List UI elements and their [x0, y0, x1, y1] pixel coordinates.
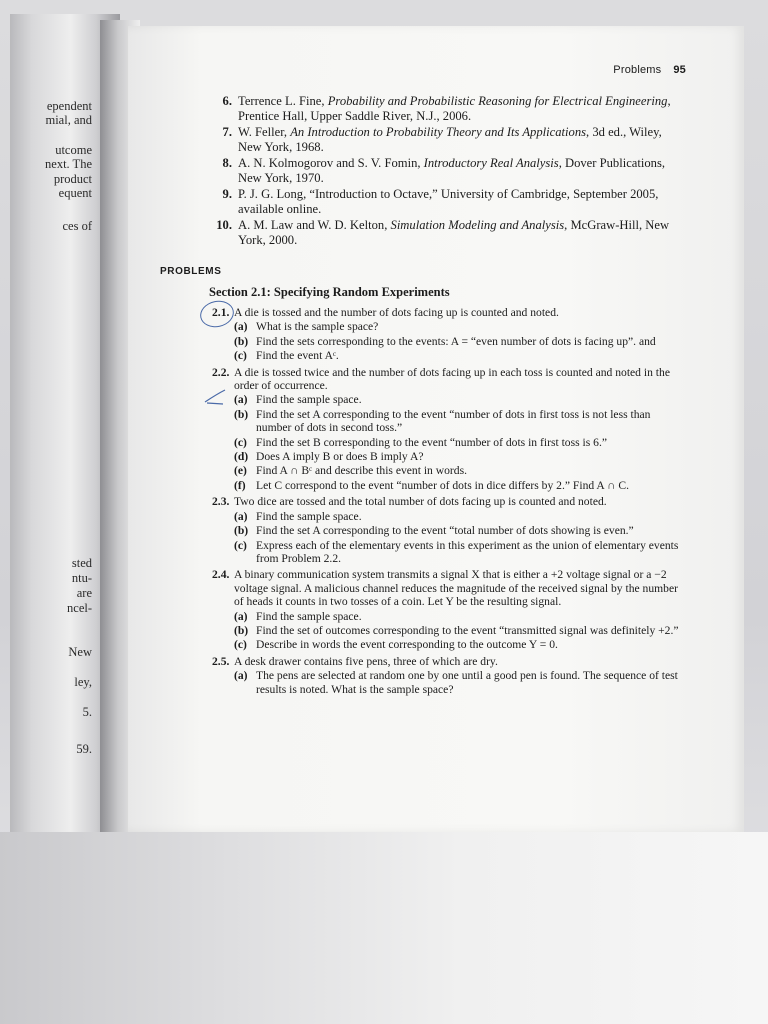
part-label: (c) — [234, 638, 247, 652]
problem-part — [234, 479, 684, 492]
part-text: Does A imply B or does B imply A? — [256, 450, 424, 464]
problem-item — [198, 306, 684, 364]
left-page-fragment: 59. — [76, 742, 92, 756]
reference-item — [198, 94, 684, 123]
problem-item — [198, 568, 684, 652]
problem-statement: A die is tossed twice and the number of dots facing up in each toss is counted and noted in the order of occurrence. — [234, 365, 670, 393]
part-label: (b) — [234, 407, 249, 421]
part-label: (c) — [234, 349, 247, 363]
left-page-fragment: ependent — [46, 99, 92, 113]
reference-number: 6. — [222, 94, 232, 108]
section-heading: Section 2.1: Specifying Random Experiments — [209, 285, 450, 299]
reference-text: P. J. G. Long, “Introduction to Octave,” University of Cambridge, September 2005, available online. — [238, 187, 659, 216]
problem-part — [234, 335, 684, 348]
part-text: The pens are selected at random one by one until a good pen is found. The sequence of test results is noted. What is the sample space? — [256, 669, 678, 696]
part-text: Find the set B corresponding to the event “number of dots in first toss is 6.” — [256, 435, 607, 449]
left-page-fragment: ces of — [62, 219, 92, 233]
scanner-bed — [0, 832, 768, 1024]
part-text: Find the sample space. — [256, 609, 362, 623]
reference-item — [198, 187, 684, 216]
problem-part — [234, 320, 684, 333]
part-text: Find the set of outcomes corresponding to the event “transmitted signal was definitely +2.” — [256, 623, 679, 637]
problem-number: 2.1. — [212, 306, 230, 319]
part-label: (f) — [234, 478, 246, 492]
part-text: Find the sets corresponding to the events: A = “even number of dots is facing up”. and — [256, 334, 656, 348]
part-label: (c) — [234, 435, 247, 449]
problem-part — [234, 393, 684, 406]
part-label: (c) — [234, 538, 247, 552]
problem-statement: A binary communication system transmits a signal X that is either a +2 voltage signal or a −2 voltage signal. A malicious channel reduces the magnitude of the received signal by the number of heads it counts in two tosses of a coin. Let Y be the resulting signal. — [234, 568, 678, 609]
pen-check-mark — [203, 388, 229, 406]
part-label: (b) — [234, 524, 249, 538]
part-text: Find A ∩ Bᶜ and describe this event in words. — [256, 464, 467, 478]
part-text: Find the set A corresponding to the event “number of dots in first toss is not less than number of dots in second toss.” — [256, 407, 651, 435]
problem-number: 2.5. — [212, 654, 230, 668]
part-label: (a) — [234, 669, 248, 683]
left-page-fragment: ley, — [74, 675, 92, 689]
problem-part — [234, 349, 684, 362]
part-label: (a) — [234, 320, 248, 334]
problem-part — [234, 436, 684, 449]
problem-part — [234, 669, 684, 696]
part-label: (a) — [234, 509, 248, 523]
problem-part — [234, 539, 684, 566]
part-text: What is the sample space? — [256, 320, 379, 334]
left-page-fragment: mial, and — [45, 113, 92, 127]
left-page-fragment: equent — [58, 186, 92, 200]
part-label: (e) — [234, 464, 247, 478]
problem-part — [234, 510, 684, 523]
reference-item — [198, 156, 684, 185]
problem-part — [234, 624, 684, 637]
reference-number: 8. — [222, 156, 232, 170]
left-page-fragment: product — [53, 172, 92, 186]
running-head-label: Problems — [613, 64, 662, 76]
problem-part — [234, 610, 684, 623]
problem-part — [234, 408, 684, 435]
problem-number: 2.4. — [212, 568, 230, 582]
part-text: Find the sample space. — [256, 509, 362, 523]
problem-item — [198, 495, 684, 566]
reference-item — [198, 125, 684, 154]
problem-statement: A desk drawer contains five pens, three of which are dry. — [234, 654, 498, 668]
left-page-fragment: 5. — [82, 705, 92, 719]
left-page-fragment: ncel- — [67, 601, 92, 615]
problem-item — [198, 366, 684, 494]
problem-number: 2.2. — [212, 365, 230, 379]
part-label: (b) — [234, 623, 249, 637]
reference-text: W. Feller, An Introduction to Probability Theory and Its Applications, 3d ed., Wiley, New York, 1968. — [238, 125, 662, 154]
running-head — [613, 64, 686, 76]
reference-number: 7. — [222, 125, 232, 139]
part-label: (a) — [234, 393, 248, 407]
problems-heading: PROBLEMS — [160, 266, 222, 277]
reference-text: Terrence L. Fine, Probability and Probabilistic Reasoning for Electrical Engineering, Prentice Hall, Upper Saddle River, N.J., 2006. — [238, 94, 671, 123]
problem-statement: Two dice are tossed and the total number of dots facing up is counted and noted. — [234, 495, 607, 509]
problem-statement: A die is tossed and the number of dots facing up is counted and noted. — [234, 306, 559, 319]
reference-item — [198, 218, 684, 247]
part-text: Let C correspond to the event “number of dots in dice differs by 2.” Find A ∩ C. — [256, 478, 629, 492]
left-page-fragment: ntu- — [71, 571, 92, 585]
part-text: Find the set A corresponding to the event “total number of dots showing is even.” — [256, 524, 634, 538]
part-text: Find the sample space. — [256, 393, 362, 407]
problem-part — [234, 524, 684, 537]
left-page-fragment: utcome — [55, 143, 92, 157]
problem-number: 2.3. — [212, 495, 230, 509]
reference-list — [198, 94, 684, 249]
reference-number: 10. — [216, 218, 232, 232]
problem-part — [234, 464, 684, 477]
part-label: (a) — [234, 609, 248, 623]
part-label: (b) — [234, 334, 249, 348]
left-page-fragment: next. The — [45, 157, 92, 171]
problem-part — [234, 638, 684, 651]
part-label: (d) — [234, 450, 249, 464]
reference-number: 9. — [222, 187, 232, 201]
reference-text: A. N. Kolmogorov and S. V. Fomin, Introductory Real Analysis, Dover Publications, New York, 1970. — [238, 156, 666, 185]
reference-text: A. M. Law and W. D. Kelton, Simulation Modeling and Analysis, McGraw-Hill, New York, 2000. — [238, 218, 670, 247]
left-page-fragment: New — [68, 645, 92, 659]
part-text: Describe in words the event corresponding to the outcome Y = 0. — [256, 638, 558, 652]
page-number: 95 — [673, 64, 686, 76]
part-text: Express each of the elementary events in this experiment as the union of elementary events from Problem 2.2. — [256, 538, 679, 565]
left-page-fragment: are — [76, 586, 92, 600]
problem-part — [234, 450, 684, 463]
problem-list — [198, 306, 684, 699]
problem-item — [198, 655, 684, 697]
left-page-fragment: sted — [71, 556, 92, 570]
part-text: Find the event Aᶜ. — [256, 349, 339, 363]
